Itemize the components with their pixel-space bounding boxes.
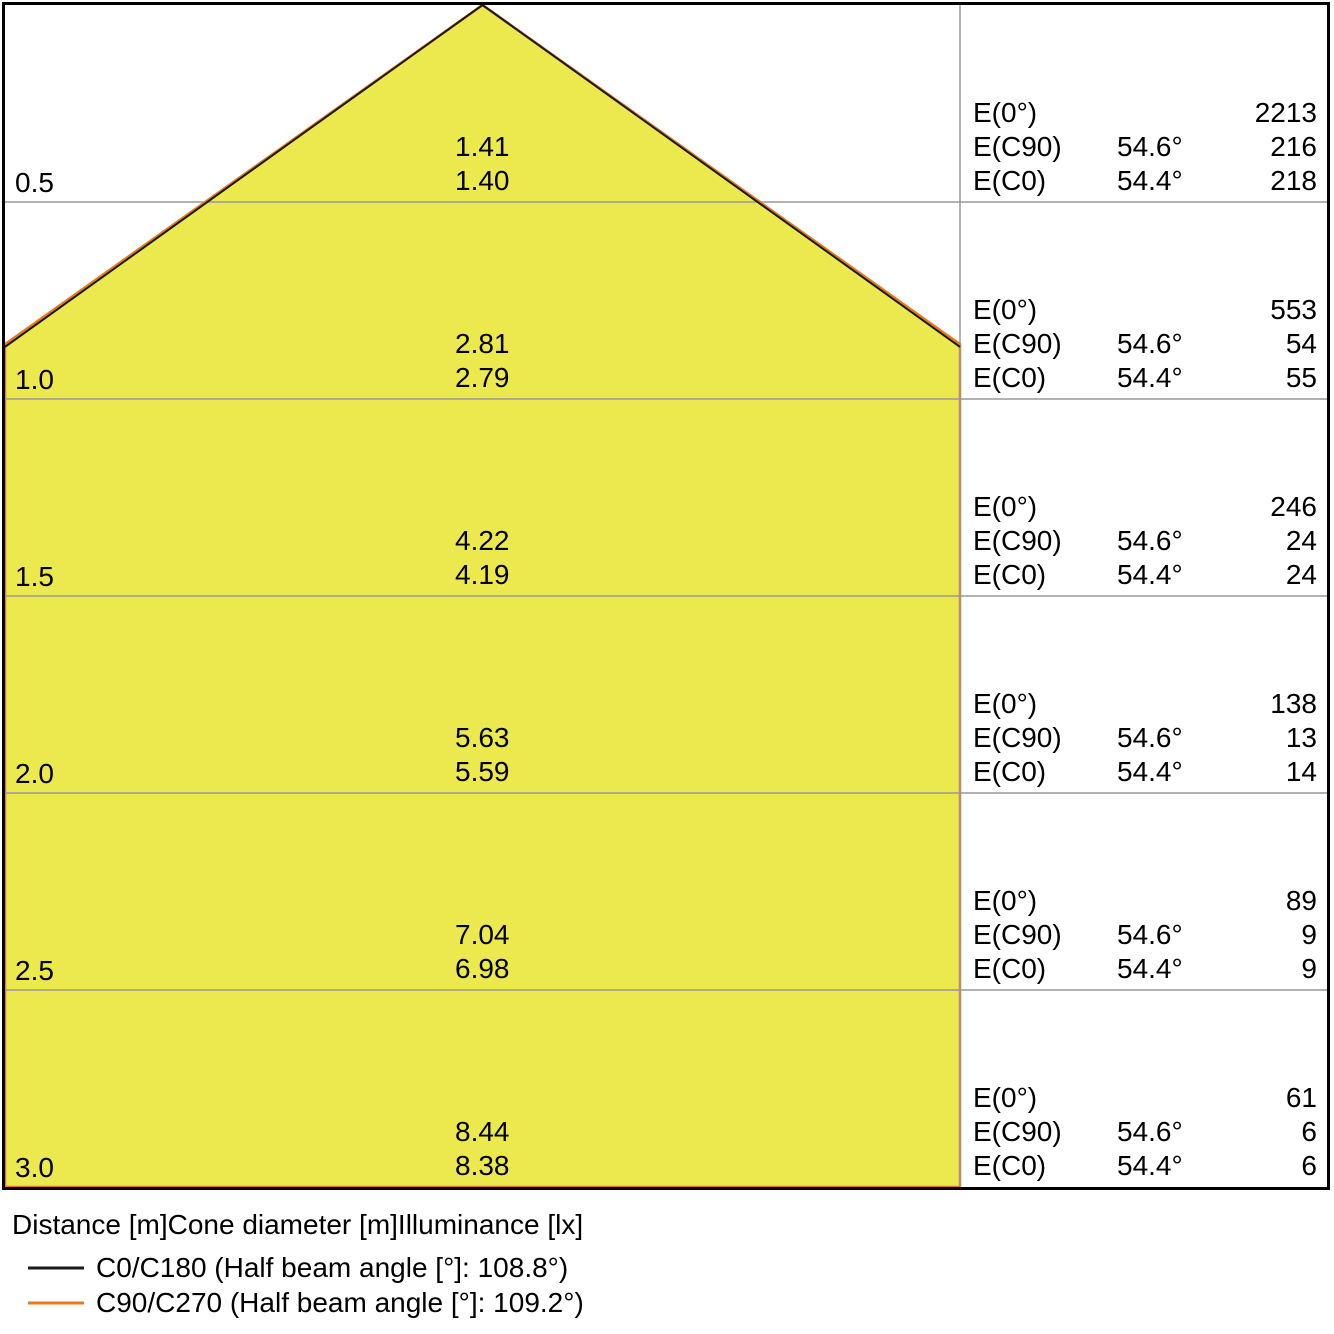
ec0-value: 218 bbox=[1270, 165, 1317, 196]
ec90-value: 9 bbox=[1301, 919, 1317, 950]
illuminance-table-2.0 bbox=[973, 687, 1317, 789]
ec90-label: E(C90) bbox=[973, 328, 1062, 359]
ec90-angle: 54.6° bbox=[1117, 131, 1183, 162]
ec0-row bbox=[973, 755, 1317, 789]
e0-label: E(0°) bbox=[973, 491, 1038, 522]
e0-value: 138 bbox=[1270, 688, 1317, 719]
ec0-value: 55 bbox=[1285, 362, 1317, 393]
ec0-label: E(C0) bbox=[973, 559, 1047, 590]
e0-row bbox=[973, 884, 1317, 918]
legend-label-c0: C0/C180 (Half beam angle [°]: 108.8°) bbox=[96, 1251, 569, 1283]
ec0-value: 14 bbox=[1285, 756, 1317, 787]
ec0-row bbox=[973, 1149, 1317, 1183]
ec0-angle: 54.4° bbox=[1117, 165, 1183, 196]
ec90-label: E(C90) bbox=[973, 1116, 1062, 1147]
cone-diameter-c90: 8.44 bbox=[455, 1116, 510, 1147]
ec0-row bbox=[973, 952, 1317, 986]
e0-value: 89 bbox=[1285, 885, 1317, 916]
ec0-angle: 54.4° bbox=[1117, 362, 1183, 393]
c90-line-swatch bbox=[28, 1300, 84, 1306]
ec90-label: E(C90) bbox=[973, 131, 1062, 162]
e0-label: E(0°) bbox=[973, 294, 1038, 325]
e0-value: 246 bbox=[1270, 491, 1317, 522]
axes-caption: Distance [m]Cone diameter [m]Illuminance [lx] bbox=[12, 1209, 584, 1240]
cone-diameter-c0: 4.19 bbox=[455, 559, 510, 590]
ec0-angle: 54.4° bbox=[1117, 559, 1183, 590]
ec0-label: E(C0) bbox=[973, 362, 1047, 393]
cone-diameters-0.5 bbox=[455, 130, 510, 198]
illuminance-table-1.0 bbox=[973, 293, 1317, 395]
distance-label-2.5: 2.5 bbox=[15, 955, 54, 986]
e0-label: E(0°) bbox=[973, 97, 1038, 128]
ec90-row bbox=[973, 130, 1317, 164]
illuminance-table-2.5 bbox=[973, 884, 1317, 986]
distance-label-2.0: 2.0 bbox=[15, 758, 54, 789]
cone-diameters-2.5 bbox=[455, 918, 510, 986]
ec90-label: E(C90) bbox=[973, 722, 1062, 753]
ec0-value: 24 bbox=[1285, 559, 1317, 590]
cone-diameters-3.0 bbox=[455, 1115, 510, 1183]
e0-label: E(0°) bbox=[973, 885, 1038, 916]
ec90-value: 24 bbox=[1285, 525, 1317, 556]
e0-row bbox=[973, 490, 1317, 524]
e0-row bbox=[973, 1081, 1317, 1115]
e0-label: E(0°) bbox=[973, 688, 1038, 719]
e0-angle bbox=[1117, 293, 1201, 327]
ec90-angle: 54.6° bbox=[1117, 328, 1183, 359]
e0-value: 61 bbox=[1285, 1082, 1317, 1113]
distance-label-0.5: 0.5 bbox=[15, 167, 54, 198]
cone-diameter-c0: 1.40 bbox=[455, 165, 510, 196]
cone-diameter-c0: 8.38 bbox=[455, 1150, 510, 1181]
ec0-value: 6 bbox=[1301, 1150, 1317, 1181]
ec90-angle: 54.6° bbox=[1117, 919, 1183, 950]
distance-label-1.5: 1.5 bbox=[15, 561, 54, 592]
cone-diameter-c90: 7.04 bbox=[455, 919, 510, 950]
ec0-angle: 54.4° bbox=[1117, 756, 1183, 787]
ec90-value: 54 bbox=[1285, 328, 1317, 359]
ec90-row bbox=[973, 327, 1317, 361]
e0-row bbox=[973, 96, 1317, 130]
ec90-angle: 54.6° bbox=[1117, 1116, 1183, 1147]
e0-angle bbox=[1117, 1081, 1201, 1115]
legend-item-c90-c270 bbox=[28, 1285, 584, 1320]
ec90-angle: 54.6° bbox=[1117, 525, 1183, 556]
cone-diameter-c0: 2.79 bbox=[455, 362, 510, 393]
distance-label-1.0: 1.0 bbox=[15, 364, 54, 395]
cone-diameters-2.0 bbox=[455, 721, 510, 789]
e0-angle bbox=[1117, 687, 1201, 721]
legend-label-c90: C90/C270 (Half beam angle [°]: 109.2°) bbox=[96, 1286, 584, 1318]
ec90-angle: 54.6° bbox=[1117, 722, 1183, 753]
cone-diameters-1.0 bbox=[455, 327, 510, 395]
ec90-value: 216 bbox=[1270, 131, 1317, 162]
ec0-label: E(C0) bbox=[973, 1150, 1047, 1181]
illuminance-table-1.5 bbox=[973, 490, 1317, 592]
illuminance-table-3.0 bbox=[973, 1081, 1317, 1183]
ec90-row bbox=[973, 918, 1317, 952]
e0-label: E(0°) bbox=[973, 1082, 1038, 1113]
ec0-angle: 54.4° bbox=[1117, 1150, 1183, 1181]
cone-diameter-c0: 6.98 bbox=[455, 953, 510, 984]
ec0-row bbox=[973, 361, 1317, 395]
e0-value: 2213 bbox=[1254, 97, 1317, 128]
legend-item-c0-c180 bbox=[28, 1250, 584, 1285]
e0-angle bbox=[1117, 490, 1201, 524]
c0-line-swatch bbox=[28, 1265, 84, 1271]
ec0-row bbox=[973, 558, 1317, 592]
cone-diameter-c90: 4.22 bbox=[455, 525, 510, 556]
illuminance-table-0.5 bbox=[973, 96, 1317, 198]
e0-row bbox=[973, 293, 1317, 327]
diagram-box bbox=[2, 2, 1330, 1190]
ec90-label: E(C90) bbox=[973, 919, 1062, 950]
cone-diameter-c0: 5.59 bbox=[455, 756, 510, 787]
ec0-label: E(C0) bbox=[973, 953, 1047, 984]
ec90-value: 6 bbox=[1301, 1116, 1317, 1147]
cone-diameter-c90: 5.63 bbox=[455, 722, 510, 753]
e0-angle bbox=[1117, 96, 1201, 130]
ec0-value: 9 bbox=[1301, 953, 1317, 984]
ec0-angle: 54.4° bbox=[1117, 953, 1183, 984]
ec0-label: E(C0) bbox=[973, 165, 1047, 196]
cone-diameter-c90: 1.41 bbox=[455, 131, 510, 162]
cone-diameters-1.5 bbox=[455, 524, 510, 592]
ec90-label: E(C90) bbox=[973, 525, 1062, 556]
e0-value: 553 bbox=[1270, 294, 1317, 325]
ec0-row bbox=[973, 164, 1317, 198]
ec90-value: 13 bbox=[1285, 722, 1317, 753]
ec90-row bbox=[973, 524, 1317, 558]
ec90-row bbox=[973, 721, 1317, 755]
ec0-label: E(C0) bbox=[973, 756, 1047, 787]
ec90-row bbox=[973, 1115, 1317, 1149]
distance-label-3.0: 3.0 bbox=[15, 1152, 54, 1183]
e0-angle bbox=[1117, 884, 1201, 918]
legend bbox=[28, 1250, 584, 1320]
e0-row bbox=[973, 687, 1317, 721]
cone-diameter-c90: 2.81 bbox=[455, 328, 510, 359]
